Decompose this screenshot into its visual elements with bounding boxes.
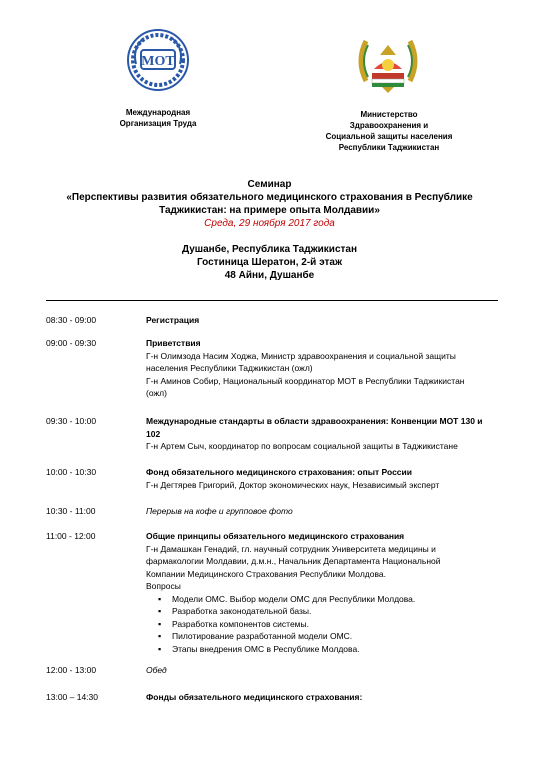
agenda-line: Г-н Дегтярев Григорий, Доктор экономических наук, Независимый эксперт [146, 479, 440, 490]
agenda-line: Вопросы [146, 581, 181, 591]
agenda-time: 09:00 - 09:30 [46, 338, 97, 348]
agenda-title: Фонды обязательного медицинского страхования: [146, 692, 363, 702]
agenda-title: 102 [146, 428, 161, 439]
list-item: ▪ Модели ОМС. Выбор модели ОМС для Республики Молдова. [146, 593, 506, 606]
agenda-line: Компании Медицинского Страхования Республики Молдова. [146, 568, 386, 579]
agenda-line: (ожл) [146, 388, 167, 398]
agenda-time: 09:30 - 10:00 [46, 416, 97, 426]
agenda-title: Международные стандарты в области здравоохранения: Конвенции МОТ 130 и [146, 416, 483, 426]
seminar-date: Среда, 29 ноября 2017 года [204, 218, 335, 229]
seminar-title [0, 178, 539, 230]
coat-of-arms-icon [352, 25, 424, 97]
agenda-line: Г-н Дамашкан Генадий, гл. научный сотрудник Университета медицины и [146, 543, 436, 554]
venue-line: 48 Айни, Душанбе [224, 270, 315, 281]
ministry-caption: Министерство Здравоохранения и Социальной защиты населения Республики Таджикистан [325, 110, 453, 152]
agenda-time: 13:00 – 14:30 [46, 692, 98, 702]
agenda-time: 08:30 - 09:00 [46, 315, 97, 325]
venue-line: Гостиница Шератон, 2-й этаж [196, 257, 343, 268]
list-item: ▪ Разработка компонентов системы. [146, 618, 506, 631]
agenda-title: Обед [146, 665, 167, 675]
ilo-logo [126, 28, 190, 92]
venue-line: Душанбе, Республика Таджикистан [181, 244, 358, 255]
agenda-item [146, 337, 506, 400]
agenda-line: Г-н Аминов Собир, Национальный координатор МОТ в Республики Таджикистан [146, 375, 465, 386]
agenda-item [146, 466, 506, 491]
agenda-title: Общие принципы обязательного медицинского страхования [146, 531, 405, 541]
topic-list [146, 593, 506, 656]
ilo-caption: Международная Организация Труда [119, 108, 197, 128]
agenda-title: Фонд обязательного медицинского страхования: опыт России [146, 467, 412, 477]
agenda-title: Приветствия [146, 338, 201, 348]
agenda-time: 10:00 - 10:30 [46, 467, 97, 477]
title-line: Семинар [247, 179, 292, 190]
agenda-item [146, 530, 506, 655]
agenda-time: 12:00 - 13:00 [46, 665, 97, 675]
agenda-time: 11:00 - 12:00 [46, 531, 96, 541]
agenda-line: фармакологии Молдавии, д.м.н., Начальник Департамента Национальной [146, 556, 441, 566]
agenda-item [146, 415, 506, 453]
title-line: «Перспективы развития обязательного медицинского страхования в Республике [66, 192, 473, 203]
agenda-title: Перерыв на кофе и групповое фото [146, 506, 293, 516]
list-item: ▪ Пилотирование разработанной модели ОМС. [146, 630, 506, 643]
svg-text:МОТ: МОТ [141, 54, 175, 69]
agenda-line: Г-н Артем Сыч, координатор по вопросам социальной защиты в Таджикистане [146, 441, 458, 451]
agenda-line: населения Республики Таджикистан (ожл) [146, 363, 313, 373]
list-item: ▪ Разработка законодательной базы. [146, 605, 506, 618]
tajikistan-emblem [352, 25, 424, 97]
title-line: Таджикистан: на примере опыта Молдавии» [159, 205, 380, 216]
venue-block [0, 243, 539, 282]
agenda-title: Регистрация [146, 315, 200, 325]
agenda-time: 10:30 - 11:00 [46, 506, 96, 516]
agenda-line: Г-н Олимзода Насим Ходжа, Министр здравоохранения и социальной защиты [146, 350, 456, 361]
ilo-emblem-icon [126, 28, 190, 92]
list-item: ▪ Этапы внедрения ОМС в Республике Молдова. [146, 643, 506, 656]
divider [46, 300, 498, 301]
